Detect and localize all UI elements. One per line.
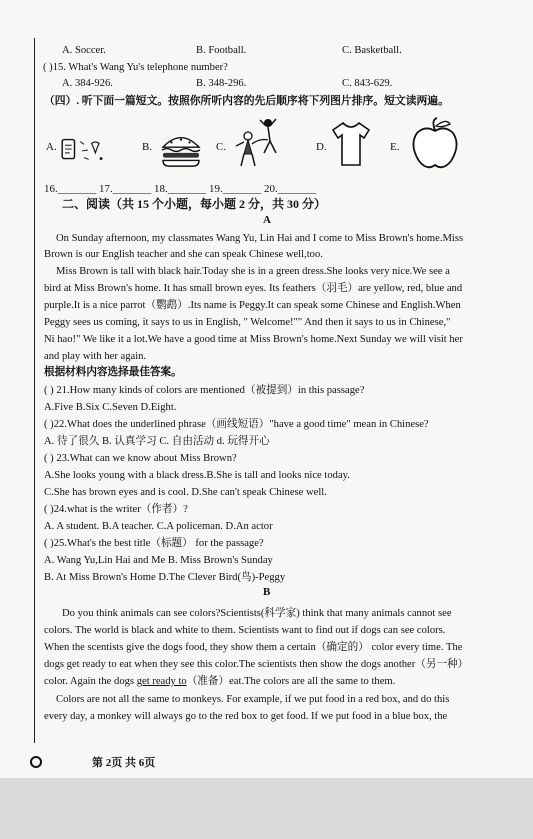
phone-icon <box>58 132 110 168</box>
q22-options: A. 待了很久 B. 认真学习 C. 自由活动 d. 玩得开心 <box>44 436 270 447</box>
q15-option-b: B. 348-296. <box>196 78 247 89</box>
picture-label-b: B. <box>142 141 153 153</box>
passage-b-line-3: When the scentists give the dogs food, they show them a certain（确定的） color every time. The <box>44 642 463 653</box>
margin-line <box>34 38 35 743</box>
q23-options-2: C.She has brown eyes and is cool. D.She can't speak Chinese well. <box>44 487 327 498</box>
passage-a-line-6: Peggy sees us coming, it says to us in English, " Welcome!"" And then it says to us in Chinese," <box>44 317 451 328</box>
apple-icon <box>410 116 460 172</box>
hamburger-icon <box>157 132 205 168</box>
passage-a-line-7: Ni hao!" We like it a lot.We have a good time at Miss Brown's home.Next Sunday we will visit her <box>44 334 463 345</box>
q25-stem: ( )25.What's the best title（标题） for the passage? <box>44 538 264 549</box>
passage-a-instruction: 根据材料内容选择最佳答案。 <box>44 367 182 378</box>
passage-a-line-1: On Sunday afternoon, my classmates Wang Yu, Lin Hai and I come to Miss Brown's home.Miss <box>56 233 464 244</box>
picture-label-a: A. <box>46 141 57 153</box>
passage-b-line-7: every day, a monkey will always go to the red box to get food. If we put food in a blue box, the <box>44 711 448 722</box>
section4-title: （四）. 听下面一篇短文。按照你所听内容的先后顺序将下列图片排序。短文读两遍。 <box>44 95 449 107</box>
page-number: 第 2页 共 6页 <box>92 757 156 769</box>
q14-option-a: A. Soccer. <box>62 45 106 56</box>
q15-option-a: A. 384-926. <box>62 78 113 89</box>
q24-stem: ( )24.what is the writer（作者）? <box>44 504 188 515</box>
q25-options-1: A. Wang Yu,Lin Hai and Me B. Miss Brown's Sunday <box>44 555 273 566</box>
q24-options: A. A student. B.A teacher. C.A policeman. D.An actor <box>44 521 273 532</box>
q14-option-b: B. Football. <box>196 45 247 56</box>
passage-b-line-5-start: color. Again the dogs <box>44 676 135 687</box>
passage-a-line-2: Brown is our English teacher and she can speak Chinese well,too. <box>44 249 323 260</box>
q14-option-c: C. Basketball. <box>342 45 402 56</box>
q25-options-2: B. At Miss Brown's Home D.The Clever Bird(鸟)-Peggy <box>44 572 286 583</box>
q21-options: A.Five B.Six C.Seven D.Eight. <box>44 402 177 413</box>
q15-stem: ( )15. What's Wang Yu's telephone number? <box>43 62 228 73</box>
passage-b-line-5 <box>44 675 395 688</box>
passage-a-heading: A <box>263 214 271 226</box>
passage-b-heading: B <box>263 586 271 598</box>
passage-b-line-5-end: （准备）eat.The colors are all the same to them. <box>186 676 396 687</box>
answer-blanks: 16._______ 17._______ 18._______ 19._______ 20._______ <box>44 183 317 195</box>
picture-label-e: E. <box>390 141 400 153</box>
passage-b-line-1: Do you think animals can see colors?Scientists(科学家) think that many animals cannot see <box>62 608 452 619</box>
q23-stem: ( ) 23.What can we know about Miss Brown? <box>44 453 237 464</box>
underlined-phrase: get ready to <box>136 676 187 687</box>
q21-stem: ( ) 21.How many kinds of colors are mentioned（被提到）in this passage? <box>44 385 365 396</box>
passage-b-line-6: Colors are not all the same to monkeys. For example, if we put food in a red box, and do this <box>56 694 450 705</box>
binding-hole-mark <box>30 756 42 768</box>
q22-stem: ( )22.What does the underlined phrase（画线短语）"have a good time" mean in Chinese? <box>44 419 429 430</box>
q23-options-1: A.She looks young with a black dress.B.She is tall and looks nice today. <box>44 470 350 481</box>
passage-b-line-2: colors. The world is black and white to them. Scientists want to find out if dogs can see colors. <box>44 625 446 636</box>
passage-b-line-4: dogs get ready to eat when they see this color.The scientists then show the dogs another（另一种） <box>44 659 469 670</box>
people-dancing-icon <box>230 116 292 170</box>
q15-option-c: C. 843-629. <box>342 78 393 89</box>
tshirt-icon <box>330 120 372 168</box>
picture-label-c: C. <box>216 141 227 153</box>
passage-a-line-4: bird at Miss Brown's home. It has small brown eyes. Its feathers（羽毛）are yellow, red, blue and <box>44 283 463 294</box>
passage-a-line-8: and play with her again. <box>44 351 147 362</box>
passage-a-line-3: Miss Brown is tall with black hair.Today she is in a green dress.She looks very nice.We see a <box>56 266 450 277</box>
picture-label-d: D. <box>316 141 327 153</box>
section2-title: 二、阅读（共 15 个小题，每小题 2 分，共 30 分） <box>62 197 327 211</box>
passage-a-line-5: purple.It is a nice parrot（鹦鹉）.Its name is Peggy.It can speak some Chinese and English.When <box>44 300 461 311</box>
